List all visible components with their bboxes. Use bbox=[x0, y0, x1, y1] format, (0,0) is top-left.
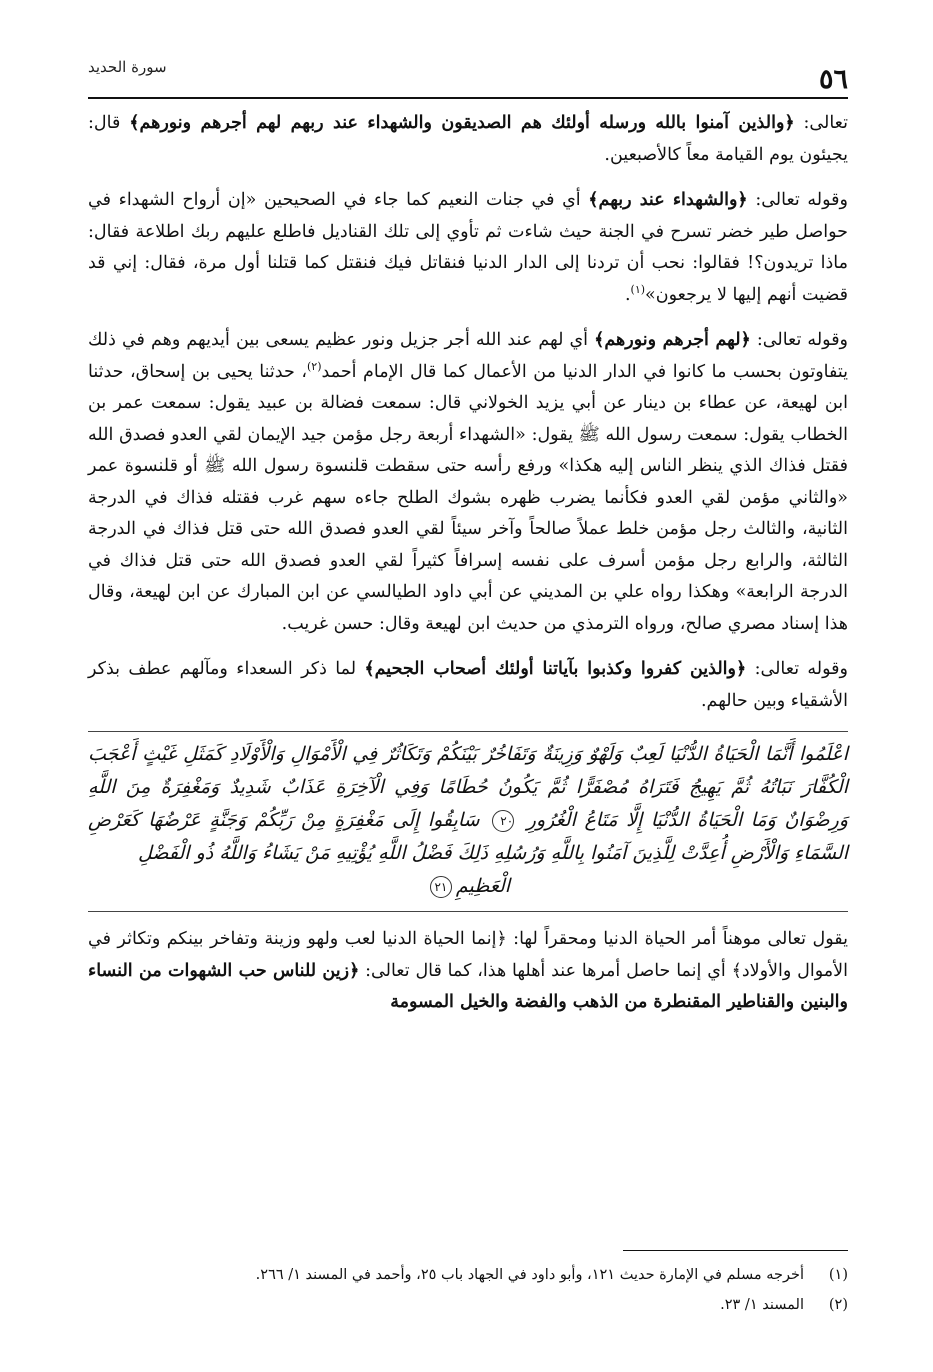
verse-20-text: اعْلَمُوا أَنَّمَا الْحَيَاةُ الدُّنْيَا لَعِبٌ وَلَهْوٌ وَزِينَةٌ وَتَفَاخُرٌ بَيْنَكُمْ وَتَكَاثُرٌ فِي الْأَمْوَالِ وَالْأَوْلَادِ كَمَثَلِ غَيْثٍ أَعْجَبَ الْكُفَّارَ نَبَاتُهُ ثُمَّ يَهِيجُ فَتَرَاهُ مُصْفَرًّا ثُمَّ يَكُونُ حُطَامًا وَفِي الْآخِرَةِ عَذَابٌ شَدِيدٌ وَمَغْفِرَةٌ مِنَ اللَّهِ وَرِضْوَانٌ وَمَا الْحَيَاةُ الدُّنْيَا إِلَّا مَتَاعُ الْغُرُورِ bbox=[88, 743, 849, 831]
verse-21-last-word: الْعَظِيمِ bbox=[455, 875, 511, 897]
text-run: لما ذكر السعداء ومآلهم عطف بذكر الأشقياء وبين حالهم. bbox=[88, 659, 848, 711]
quran-verses bbox=[88, 731, 848, 912]
quoted-verse: ﴿والذين آمنوا بالله ورسله أولئك هم الصديقون والشهداء عند ربهم لهم أجرهم ونورهم﴾ bbox=[129, 113, 795, 133]
quoted-verse: ﴿والذين كفروا وكذبوا بآياتنا أولئك أصحاب الجحيم﴾ bbox=[364, 659, 747, 679]
surah-name: سورة الحديد bbox=[88, 58, 167, 76]
text-run: ﴿إنما الحياة الدنيا لعب ولهو وزينة وتفاخر بينكم وتكاثر في الأموال والأولاد﴾ bbox=[88, 929, 849, 981]
header-divider bbox=[88, 97, 848, 99]
verse-number-20: ٢٠ bbox=[492, 810, 514, 832]
footnote-text: أخرجه مسلم في الإمارة حديث ١٢١، وأبو داود في الجهاد باب ٢٥، وأحمد في المسند ١/ ٢٦٦. bbox=[255, 1267, 804, 1283]
paragraph bbox=[88, 108, 848, 171]
text-run: يقول تعالى موهناً أمر الحياة الدنيا ومحقراً لها: bbox=[506, 929, 848, 949]
text-run: وقوله تعالى: bbox=[750, 330, 849, 350]
closing-paragraph bbox=[88, 924, 848, 1019]
paragraph bbox=[88, 185, 848, 311]
verse-number-21: ٢١ bbox=[430, 876, 452, 898]
footnote-number: (٢) bbox=[828, 1297, 848, 1313]
footnote-marker: (٢) bbox=[307, 359, 322, 373]
text-run: تعالى: bbox=[794, 113, 848, 133]
text-run: أي إنما حاصل أمرها عند أهلها هذا، كما قال تعالى: bbox=[359, 960, 732, 981]
main-text bbox=[88, 108, 848, 1033]
quoted-verse: ﴿زين للناس حب الشهوات من النساء والبنين والقناطير المقنطرة من الذهب والفضة والخيل المسومة bbox=[88, 960, 848, 1012]
quoted-verse: ﴿لهم أجرهم ونورهم﴾ bbox=[594, 330, 751, 350]
paragraph bbox=[88, 654, 848, 717]
footnotes bbox=[88, 1260, 848, 1320]
page-header bbox=[88, 56, 848, 96]
footnote-2 bbox=[88, 1290, 848, 1320]
quoted-verse: ﴿والشهداء عند ربهم﴾ bbox=[588, 190, 748, 210]
text-run: وقوله تعالى: bbox=[746, 659, 848, 679]
text-run: . bbox=[624, 284, 631, 305]
text-run: أي لهم عند الله أجر جزيل ونور عظيم يسعى بين أيديهم وهم في ذلك يتفاوتون بحسب ما كانوا في الدار الدنيا من الأعمال كما قال الإمام أحمد bbox=[88, 330, 849, 382]
verse-21-text: سَابِقُوا إِلَى مَغْفِرَةٍ مِنْ رَبِّكُمْ وَجَنَّةٍ عَرْضُهَا كَعَرْضِ السَّمَاءِ وَالْأَرْضِ أُعِدَّتْ لِلَّذِينَ آمَنُوا بِاللَّهِ وَرُسُلِهِ ذَلِكَ فَضْلُ اللَّهِ يُؤْتِيهِ مَنْ يَشَاءُ وَاللَّهُ ذُو الْفَضْلِ bbox=[88, 809, 848, 864]
paragraph bbox=[88, 325, 848, 640]
footnote-divider bbox=[623, 1250, 848, 1251]
quran-verse-ending bbox=[88, 870, 848, 903]
text-run: قال: يجيئون يوم القيامة معاً كالأصبعين. bbox=[88, 113, 848, 165]
quran-verse-text bbox=[88, 738, 848, 870]
commentary-paragraphs bbox=[88, 108, 848, 717]
footnote-1 bbox=[88, 1260, 848, 1290]
page-number: ٥٦ bbox=[818, 64, 848, 95]
footnote-marker: (١) bbox=[630, 282, 646, 296]
text-run: ، حدثنا يحيى بن إسحاق، حدثنا ابن لهيعة، عن عطاء بن دينار عن أبي يزيد الخولاني قال: سمعت فضالة بن عبيد يقول: سمعت عمر بن الخطاب يقول: سمعت رسول الله ﷺ يقول: «الشهداء أربعة رجل مؤمن جيد الإيمان لقي العدو فصدق الله فقتل فذاك الذي ينظر الناس إليه هكذا» ورفع رأسه حتى سقطت قلنسوة رسول الله ﷺ أو قلنسوة عمر «والثاني مؤمن لقي العدو فكأنما يضرب ظهره بشوك الطلح جاءه سهم غرب فقتله فذاك في الدرجة الثانية، والثالث رجل مؤمن خلط عملاً صالحاً وآخر سيئاً لقي العدو فصدق الله حتى قتل فذاك في الدرجة الثالثة، والرابع رجل مؤمن أسرف على نفسه إسرافاً كثيراً لقي العدو فصدق الله حتى قتل فذاك في الدرجة الرابعة» وهكذا رواه علي بن المديني عن أبي داود الطيالسي عن ابن المبارك عن ابن لهيعة، وقال هذا إسناد مصري صالح، ورواه الترمذي من حديث ابن لهيعة وقال: حسن غريب. bbox=[88, 361, 848, 634]
footnote-number: (١) bbox=[828, 1267, 848, 1283]
text-run: وقوله تعالى: bbox=[747, 190, 848, 210]
footnote-text: المسند ١/ ٢٣. bbox=[720, 1297, 804, 1313]
text-run: أي في جنات النعيم كما جاء في الصحيحين «إن أرواح الشهداء في حواصل طير خضر تسرح في الجنة حيث شاءت ثم تأوي إلى تلك القناديل فاطلع عليهم ربك اطلاعة فقال: ماذا تريدون؟! فقالوا: نحب أن تردنا إلى الدار الدنيا فنقاتل فيك فنقتل كما قتلنا أول مرة، فقال: إني قد قضيت أنهم إليها لا يرجعون» bbox=[88, 190, 848, 305]
